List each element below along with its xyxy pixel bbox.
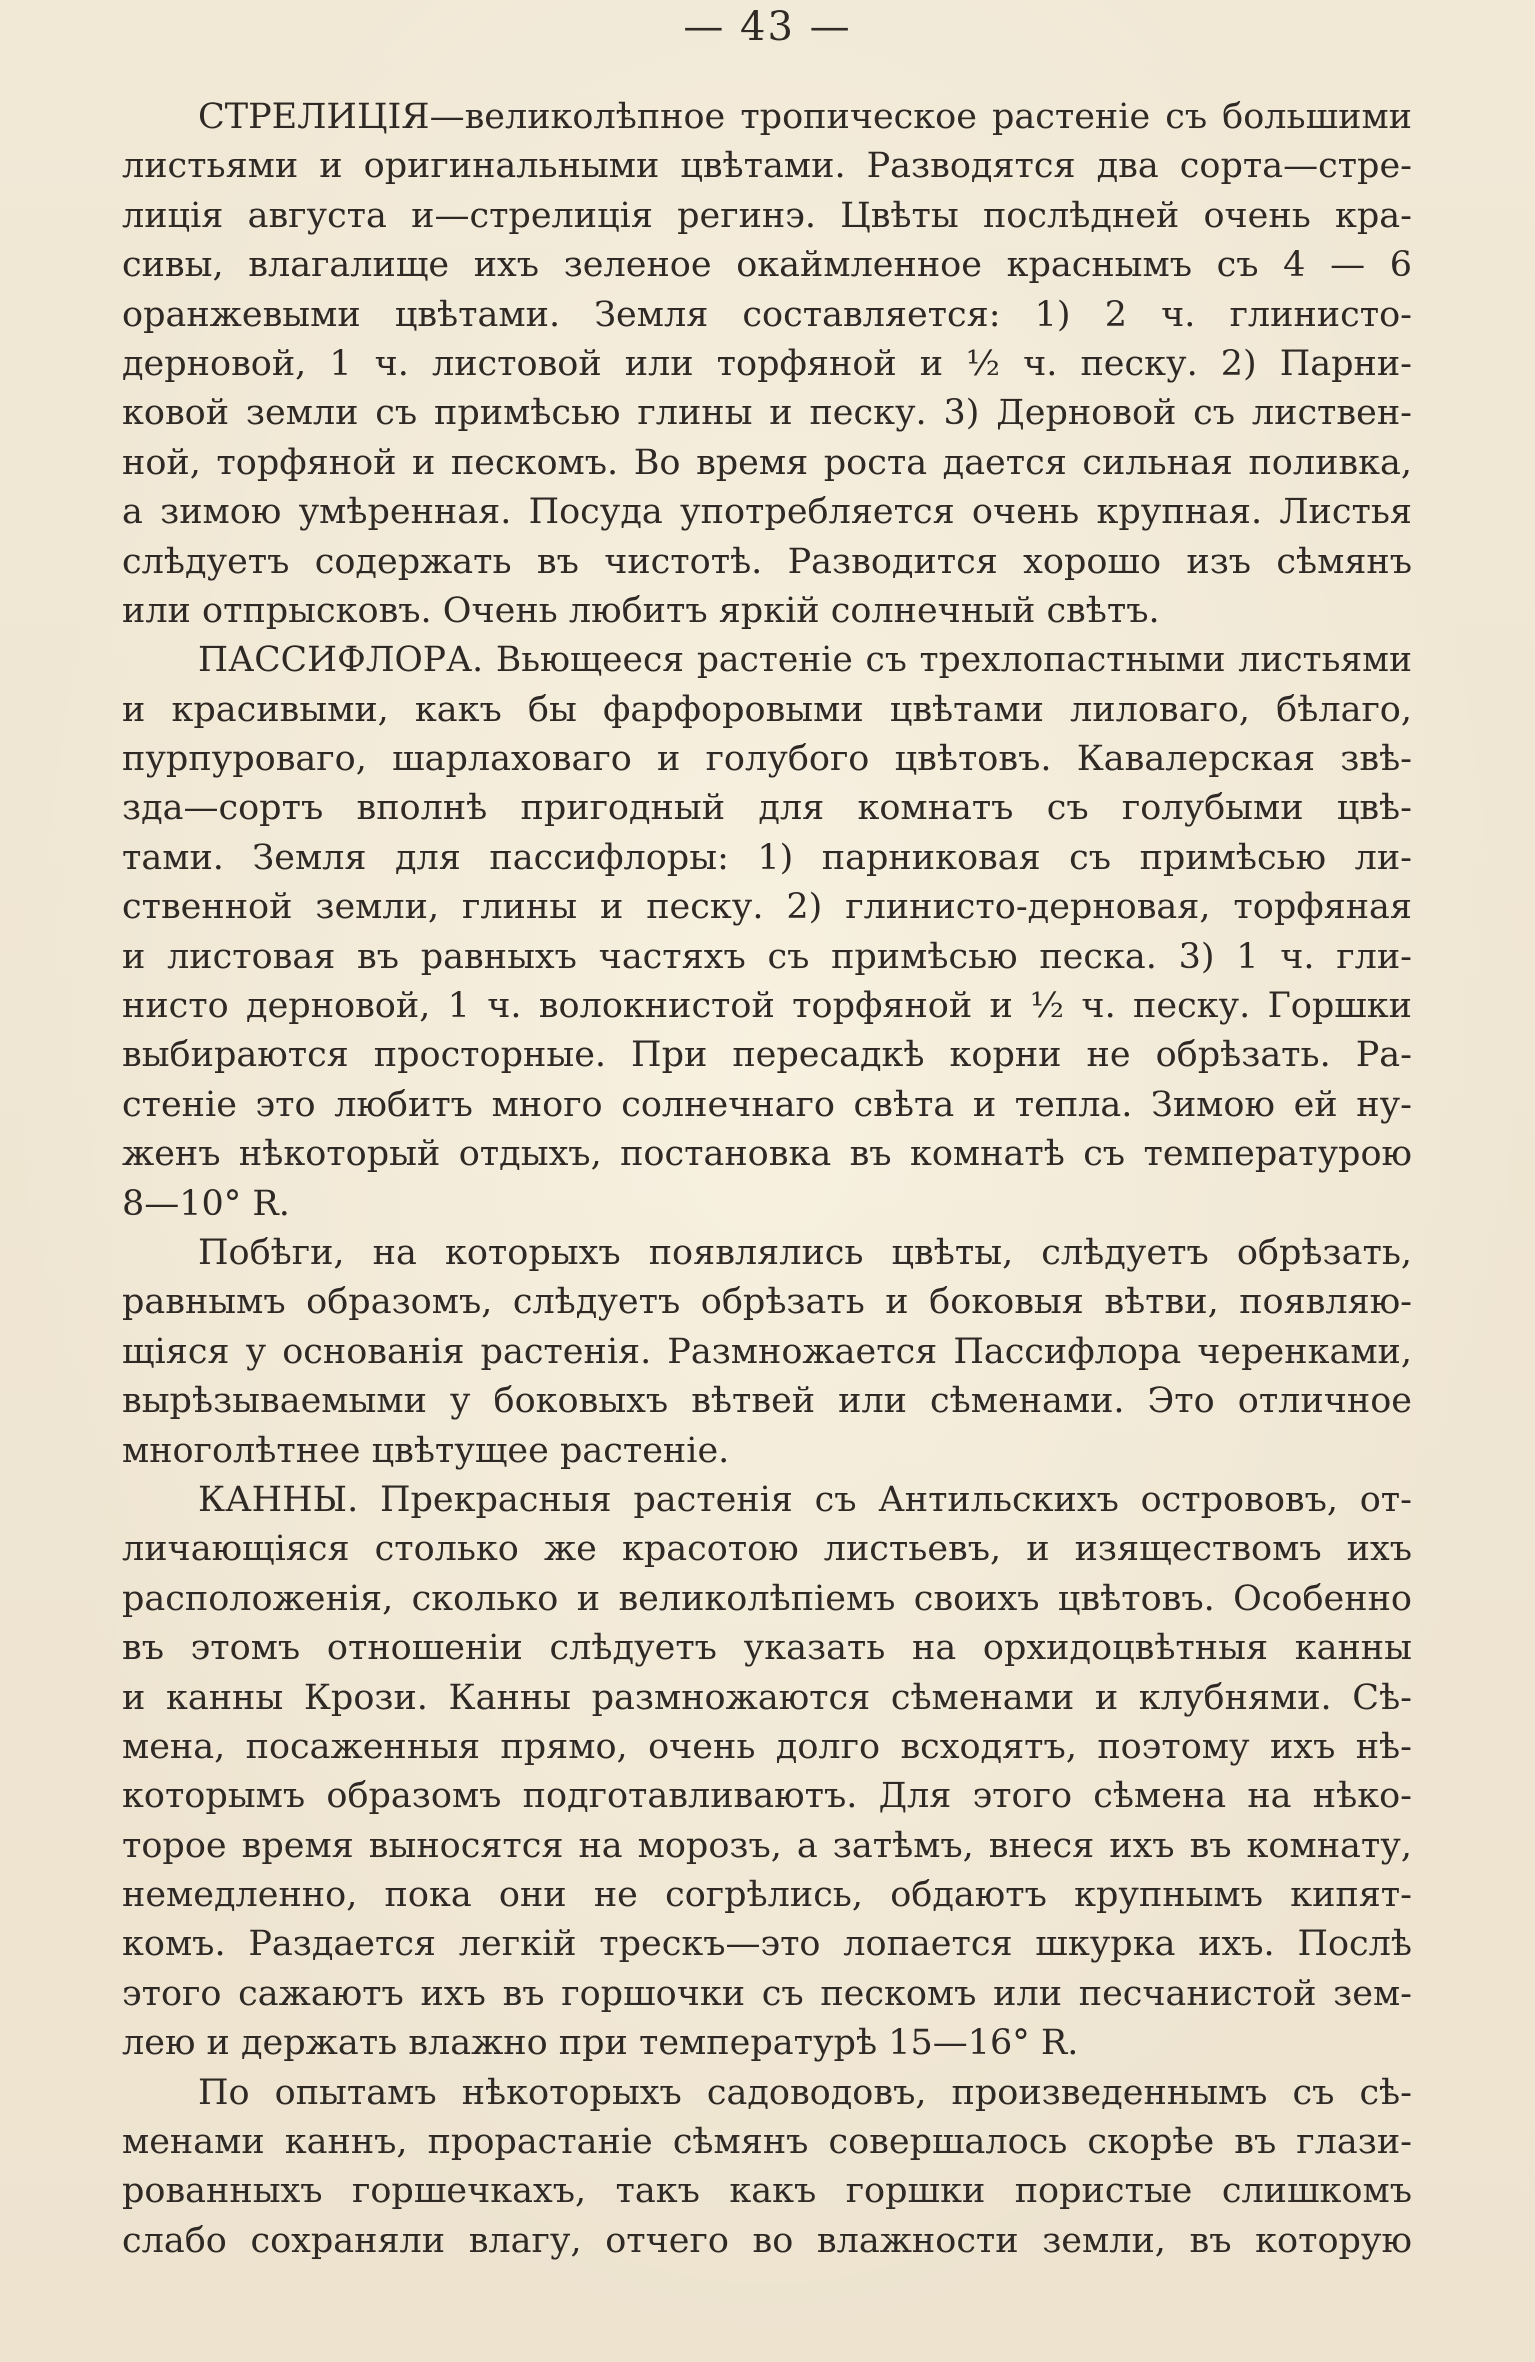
text-line: мена, посаженныя прямо, очень долго всходятъ, поэтому ихъ нѣ- xyxy=(122,1726,1412,1767)
text-line: менами каннъ, прорастаніе сѣмянъ совершалось скорѣе въ глази- xyxy=(122,2122,1412,2163)
text-line: оранжевыми цвѣтами. Земля составляется: 1) 2 ч. глинисто- xyxy=(122,294,1412,335)
text-line: 8—10° R. xyxy=(122,1183,290,1224)
text-line: ственной земли, глины и песку. 2) глинисто-дерновая, торфяная xyxy=(122,887,1412,928)
text-line: вырѣзываемыми у боковыхъ вѣтвей или сѣменами. Это отличное xyxy=(122,1381,1412,1422)
text-line: ПАССИФЛОРА. Вьющееся растеніе съ трехлопастными листьями xyxy=(198,640,1412,681)
text-line: торое время выносятся на морозъ, а затѣмъ, внеся ихъ въ комнату, xyxy=(122,1825,1412,1866)
text-line: расположенія, сколько и великолѣпіемъ своихъ цвѣтовъ. Особенно xyxy=(122,1578,1412,1619)
text-line: въ этомъ отношеніи слѣдуетъ указать на орхидоцвѣтныя канны xyxy=(122,1628,1412,1669)
text-line: стеніе это любитъ много солнечнаго свѣта и тепла. Зимою ей ну- xyxy=(122,1084,1412,1125)
text-line: КАННЫ. Прекрасныя растенія съ Антильскихъ острововъ, от- xyxy=(198,1479,1412,1520)
text-line: лиція августа и—стрелиція регинэ. Цвѣты послѣдней очень кра- xyxy=(122,195,1412,236)
text-line: рованныхъ горшечкахъ, такъ какъ горшки пористые слишкомъ xyxy=(122,2171,1412,2212)
page-number: — 43 — xyxy=(683,4,852,50)
text-line: и красивыми, какъ бы фарфоровыми цвѣтами лиловаго, бѣлаго, xyxy=(122,689,1412,730)
text-line: СТРЕЛИЦІЯ—великолѣпное тропическое растеніе съ большими xyxy=(198,97,1412,137)
text-line: пурпуроваго, шарлаховаго и голубого цвѣтовъ. Кавалерская звѣ- xyxy=(122,739,1412,780)
text-line: и канны Крози. Канны размножаются сѣменами и клубнями. Сѣ- xyxy=(122,1677,1412,1718)
text-line: выбираются просторные. При пересадкѣ корни не обрѣзать. Ра- xyxy=(122,1035,1412,1076)
text-line: сивы, влагалище ихъ зеленое окаймленное краснымъ съ 4 — 6 xyxy=(122,245,1412,286)
text-line: а зимою умѣренная. Посуда употребляется очень крупная. Листья xyxy=(122,492,1412,533)
text-line: нисто дерновой, 1 ч. волокнистой торфяной и ½ ч. песку. Горшки xyxy=(122,986,1412,1027)
text-line: ной, торфяной и пескомъ. Во время роста дается сильная поливка, xyxy=(122,442,1412,483)
text-line: немедленно, пока они не согрѣлись, обдаютъ крупнымъ кипят- xyxy=(122,1875,1412,1916)
text-line: многолѣтнее цвѣтущее растеніе. xyxy=(122,1430,730,1471)
text-line: комъ. Раздается легкій трескъ—это лопается шкурка ихъ. Послѣ xyxy=(122,1924,1412,1965)
body-text xyxy=(122,93,1412,2266)
text-line: По опытамъ нѣкоторыхъ садоводовъ, произведеннымъ съ сѣ- xyxy=(198,2072,1412,2113)
text-line: слабо сохраняли влагу, отчего во влажности земли, въ которую xyxy=(122,2220,1412,2261)
text-line: тами. Земля для пассифлоры: 1) парниковая съ примѣсью ли- xyxy=(122,837,1412,878)
text-line: женъ нѣкоторый отдыхъ, постановка въ комнатѣ съ температурою xyxy=(122,1134,1412,1175)
text-line: ковой земли съ примѣсью глины и песку. 3) Дерновой съ листвен- xyxy=(122,393,1412,434)
text-line: листьями и оригинальными цвѣтами. Разводятся два сорта—стре- xyxy=(122,146,1412,187)
text-line: щіяся у основанія растенія. Размножается Пассифлора черенками, xyxy=(122,1331,1412,1372)
text-line: лею и держать влажно при температурѣ 15—16° R. xyxy=(122,2023,1079,2064)
text-line: зда—сортъ вполнѣ пригодный для комнатъ съ голубыми цвѣ- xyxy=(122,788,1412,829)
text-line: равнымъ образомъ, слѣдуетъ обрѣзать и боковыя вѣтви, появляю- xyxy=(122,1282,1412,1323)
text-line: и листовая въ равныхъ частяхъ съ примѣсью песка. 3) 1 ч. гли- xyxy=(122,936,1412,977)
text-line: личающіяся столько же красотою листьевъ, и изяществомъ ихъ xyxy=(122,1529,1412,1570)
text-line: которымъ образомъ подготавливаютъ. Для этого сѣмена на нѣко- xyxy=(122,1776,1412,1817)
text-line: этого сажаютъ ихъ въ горшочки съ пескомъ или песчанистой зем- xyxy=(122,1973,1412,2014)
text-line: дерновой, 1 ч. листовой или торфяной и ½ ч. песку. 2) Парни- xyxy=(122,343,1412,384)
text-line: слѣдуетъ содержать въ чистотѣ. Разводится хорошо изъ сѣмянъ xyxy=(122,541,1412,582)
text-line: Побѣги, на которыхъ появлялись цвѣты, слѣдуетъ обрѣзать, xyxy=(198,1232,1412,1273)
text-line: или отпрысковъ. Очень любитъ яркій солнечный свѣтъ. xyxy=(122,590,1160,631)
